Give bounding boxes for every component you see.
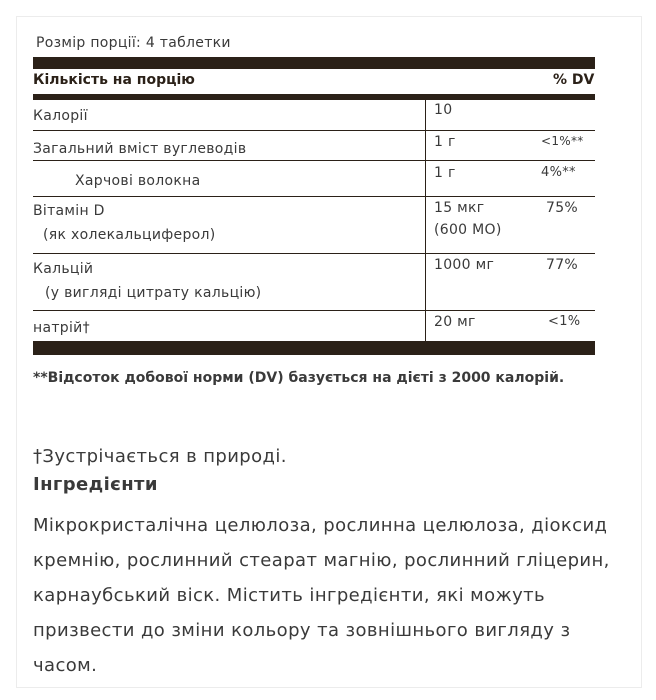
ingredients-text: Мікрокристалічна целюлоза, рослинна целюлоза, діоксид кремнію, рослинний стеарат магнію, рослинний гліцерин, карнаубський віск. Містить інгредієнти, які можуть призвести до зміни кольору та зовнішнього вигляду з часом.	[33, 515, 610, 676]
dv-footnote: **Відсоток добової норми (DV) базується на дієті з 2000 калорій.	[33, 370, 565, 386]
nutrient-name: Калорії	[33, 108, 88, 124]
column-divider	[425, 131, 426, 160]
nutrient-amount-iu: (600 МО)	[434, 222, 502, 238]
nutrient-subname: (у вигляді цитрату кальцію)	[45, 285, 262, 301]
dv-header: % DV	[553, 72, 595, 88]
nutrient-subname: (як холекальциферол)	[43, 227, 216, 243]
nutrient-name: Вітамін D	[33, 203, 105, 219]
header-divider	[33, 94, 595, 100]
serving-size: Розмір порції: 4 таблетки	[36, 35, 231, 51]
nutrient-amount: 1 г	[434, 134, 456, 150]
nutrient-name: Харчові волокна	[75, 173, 201, 189]
column-divider	[425, 311, 426, 341]
ingredients-title: Інгредієнти	[33, 474, 158, 495]
nutrient-dv: 75%	[546, 200, 579, 216]
natural-origin-note: †Зустрічається в природі.	[33, 446, 287, 467]
nutrient-amount: 1 г	[434, 165, 456, 181]
row-divider	[33, 253, 595, 254]
nutrient-dv: <1%**	[541, 134, 584, 148]
top-thick-divider	[33, 57, 595, 69]
column-divider	[425, 197, 426, 253]
nutrient-dv: <1%	[548, 314, 581, 329]
column-divider	[425, 100, 426, 130]
row-divider	[33, 196, 595, 197]
column-divider	[425, 254, 426, 310]
nutrient-name: Кальцій	[33, 261, 94, 277]
nutrient-name: натрій†	[33, 320, 90, 336]
amount-per-serving-header: Кількість на порцію	[33, 72, 195, 88]
nutrient-amount: 15 мкг	[434, 200, 485, 216]
nutrient-dv: 4%**	[541, 165, 576, 180]
bottom-thick-divider	[33, 341, 595, 355]
nutrient-amount: 10	[434, 102, 453, 118]
row-divider	[33, 310, 595, 311]
row-divider	[33, 130, 595, 131]
nutrient-dv: 77%	[546, 257, 579, 273]
nutrient-amount: 20 мг	[434, 314, 476, 330]
column-divider	[425, 161, 426, 196]
row-divider	[33, 160, 595, 161]
nutrient-name: Загальний вміст вуглеводів	[33, 141, 247, 157]
nutrient-amount: 1000 мг	[434, 257, 495, 273]
